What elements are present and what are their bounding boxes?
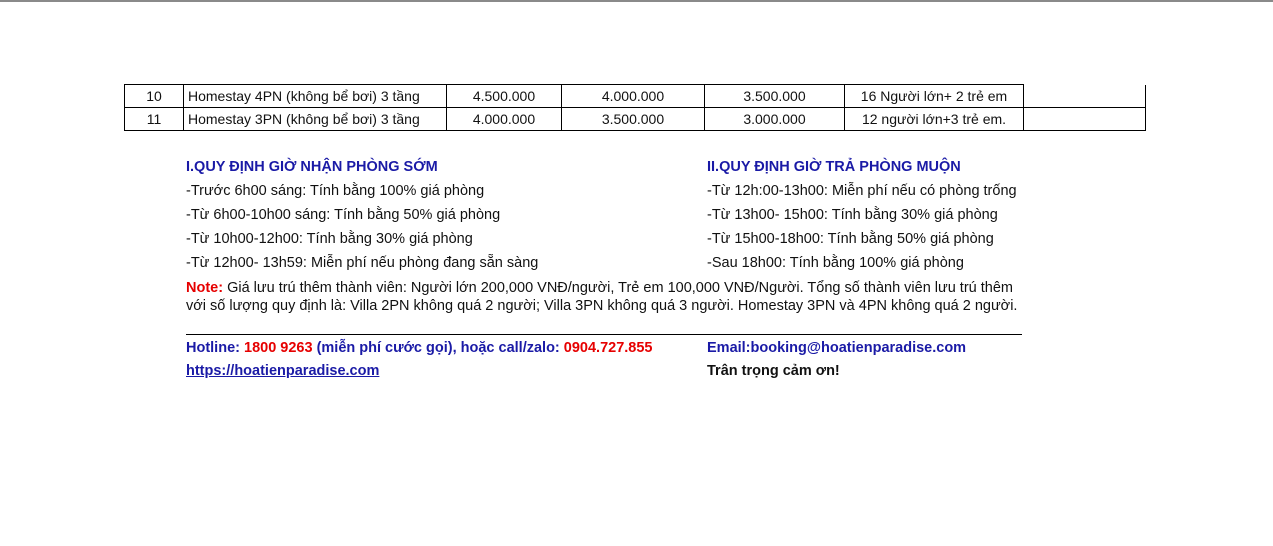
website-link-wrap [186,363,379,379]
checkout-rule: -Từ 15h00-18h00: Tính bằng 50% giá phòng [707,231,994,247]
note-label: Note: [186,280,224,296]
empty-cell [1024,108,1146,131]
table-row [125,108,1146,131]
checkout-rule: -Sau 18h00: Tính bằng 100% giá phòng [707,255,964,271]
price-cell: 3.500.000 [705,85,845,108]
capacity-cell: 12 người lớn+3 trẻ em. [845,108,1024,131]
row-index: 11 [125,108,184,131]
checkout-rule: -Từ 12h:00-13h00: Miễn phí nếu có phòng trống [707,183,1017,199]
price-cell: 4.500.000 [447,85,562,108]
price-cell: 3.500.000 [562,108,705,131]
hotline-mid: (miễn phí cước gọi), hoặc call/zalo: [312,340,564,356]
price-table [124,84,1146,131]
room-name: Homestay 4PN (không bể bơi) 3 tầng [184,85,447,108]
checkout-heading: II.QUY ĐỊNH GIỜ TRẢ PHÒNG MUỘN [707,159,961,175]
room-name: Homestay 3PN (không bể bơi) 3 tầng [184,108,447,131]
checkin-rule: -Trước 6h00 sáng: Tính bằng 100% giá phòng [186,183,485,199]
email-text[interactable]: Email:booking@hoatienparadise.com [707,340,967,356]
price-cell: 4.000.000 [447,108,562,131]
empty-cell [1024,85,1146,108]
checkout-rule: -Từ 13h00- 15h00: Tính bằng 30% giá phòng [707,207,998,223]
divider [186,334,1022,335]
capacity-cell: 16 Người lớn+ 2 trẻ em [845,85,1024,108]
price-cell: 3.000.000 [705,108,845,131]
checkin-rule: -Từ 10h00-12h00: Tính bằng 30% giá phòng [186,231,473,247]
row-index: 10 [125,85,184,108]
note-text: Giá lưu trú thêm thành viên: Người lớn 200,000 VNĐ/người, Trẻ em 100,000 VNĐ/Người. Tổng số thành viên lưu trú thêm với số lượng quy định là: Villa 2PN không quá 2 người; Villa 3PN không quá 3 người. Homestay 3PN và 4PN không quá 2 người. [186,280,1018,314]
hotline-line [186,340,653,356]
price-cell: 4.000.000 [562,85,705,108]
thanks-text: Trân trọng cảm ơn! [707,363,840,379]
hotline-label: Hotline: [186,340,244,356]
table-row [125,85,1146,108]
top-border [0,0,1273,2]
checkin-rule: -Từ 12h00- 13h59: Miễn phí nếu phòng đang sẵn sàng [186,255,539,271]
checkin-rule: -Từ 6h00-10h00 sáng: Tính bằng 50% giá phòng [186,207,501,223]
note-paragraph [186,279,1022,315]
hotline-number[interactable]: 1800 9263 [244,340,313,356]
website-link[interactable]: https://hoatienparadise.com [186,363,380,379]
zalo-number[interactable]: 0904.727.855 [563,340,653,356]
checkin-heading: I.QUY ĐỊNH GIỜ NHẬN PHÒNG SỚM [186,159,438,175]
